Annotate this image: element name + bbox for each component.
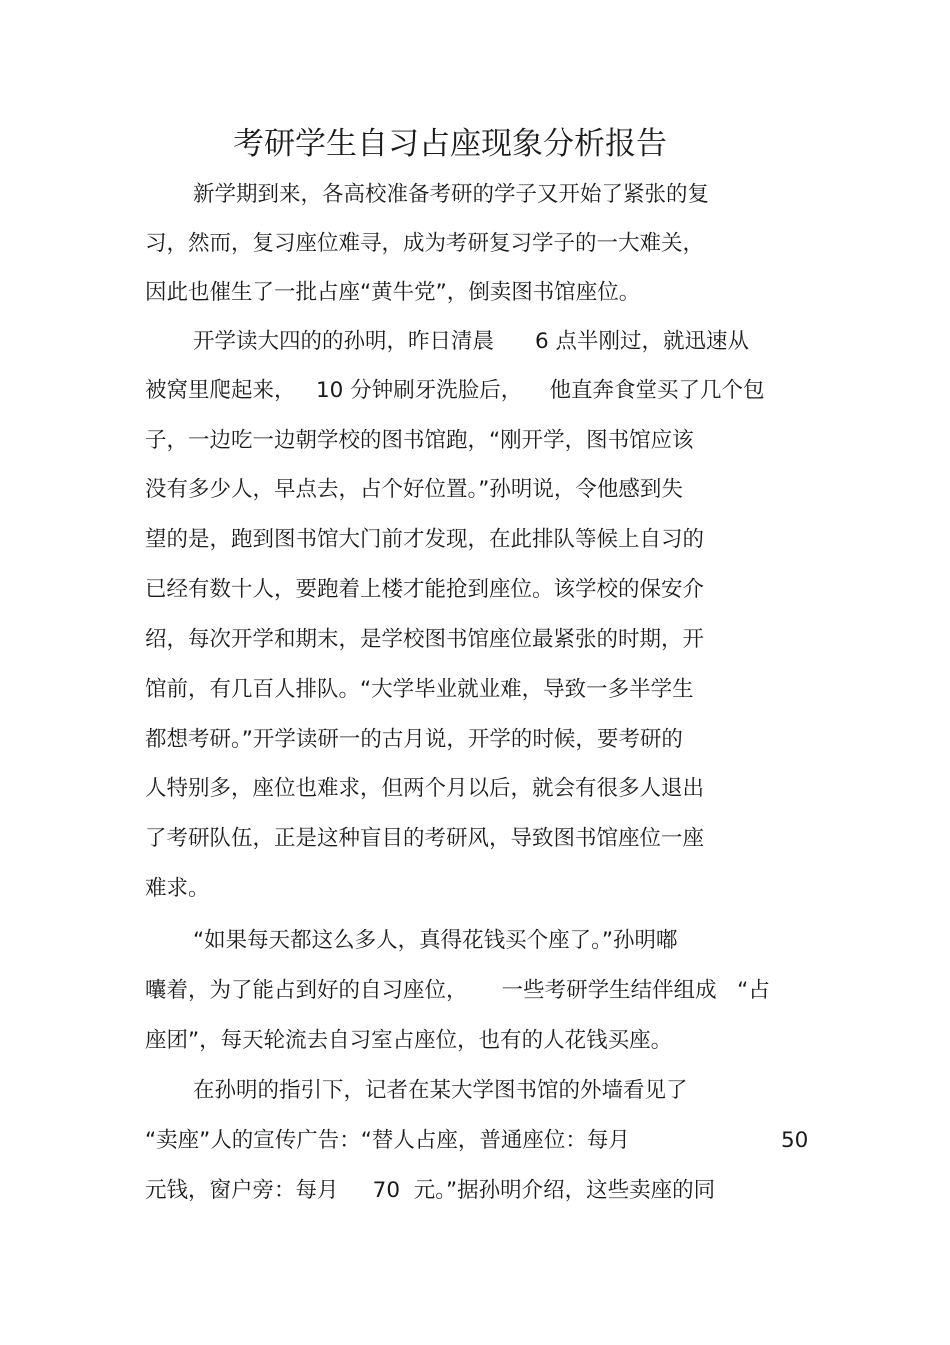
text-line: 因此也催生了一批占座“黄牛党”，倒卖图书馆座位。 [145,280,641,305]
text-line: 难求。 [145,876,210,901]
text-line: 在孙明的指引下，记者在某大学图书馆的外墙看见了 [193,1078,688,1103]
text-line: 被窝里爬起来， 10 分钟刷牙洗脸后， 他直奔食堂买了几个包 [145,378,765,403]
text-line: 元钱，窗户旁：每月 70 元。”据孙明介绍，这些卖座的同 [145,1178,716,1203]
text-line: 了考研队伍，正是这种盲目的考研风，导致图书馆座位一座 [145,826,705,851]
text-line: 望的是，跑到图书馆大门前才发现，在此排队等候上自习的 [145,527,705,552]
text-line: 座团”，每天轮流去自习室占座位，也有的人花钱买座。 [145,1028,673,1053]
document-title: 考研学生自习占座现象分析报告 [233,126,667,162]
text-line: 绍，每次开学和期末，是学校图书馆座位最紧张的时期，开 [145,627,705,652]
text-line: “卖座”人的宣传广告：“替人占座，普通座位：每月 [145,1128,630,1153]
text-line: 开学读大四的的孙明，昨日清晨 6 点半刚过，就迅速从 [193,329,750,354]
text-line: 馆前，有几百人排队。“大学毕业就业难，导致一多半学生 [145,677,694,702]
text-line: 新学期到来，各高校准备考研的学子又开始了紧张的复 [193,182,710,207]
text-line: 囔着，为了能占到好的自习座位， 一些考研学生结伴组成 “占 [145,978,770,1003]
text-line: 习，然而，复习座位难寻，成为考研复习学子的一大难关， [145,231,705,256]
text-line: 人特别多，座位也难求，但两个月以后，就会有很多人退出 [145,776,705,801]
text-line: 没有多少人，早点去，占个好位置。”孙明说，令他感到失 [145,477,683,502]
text-line: 已经有数十人，要跑着上楼才能抢到座位。该学校的保安介 [145,577,705,602]
text-line: 子，一边吃一边朝学校的图书馆跑，“刚开学，图书馆应该 [145,428,694,453]
text-line: 都想考研。”开学读研一的古月说，开学的时候，要考研的 [145,727,683,752]
text-line: “如果每天都这么多人，真得花钱买个座了。”孙明嘟 [193,928,678,953]
text-line-number: 50 [781,1128,809,1153]
